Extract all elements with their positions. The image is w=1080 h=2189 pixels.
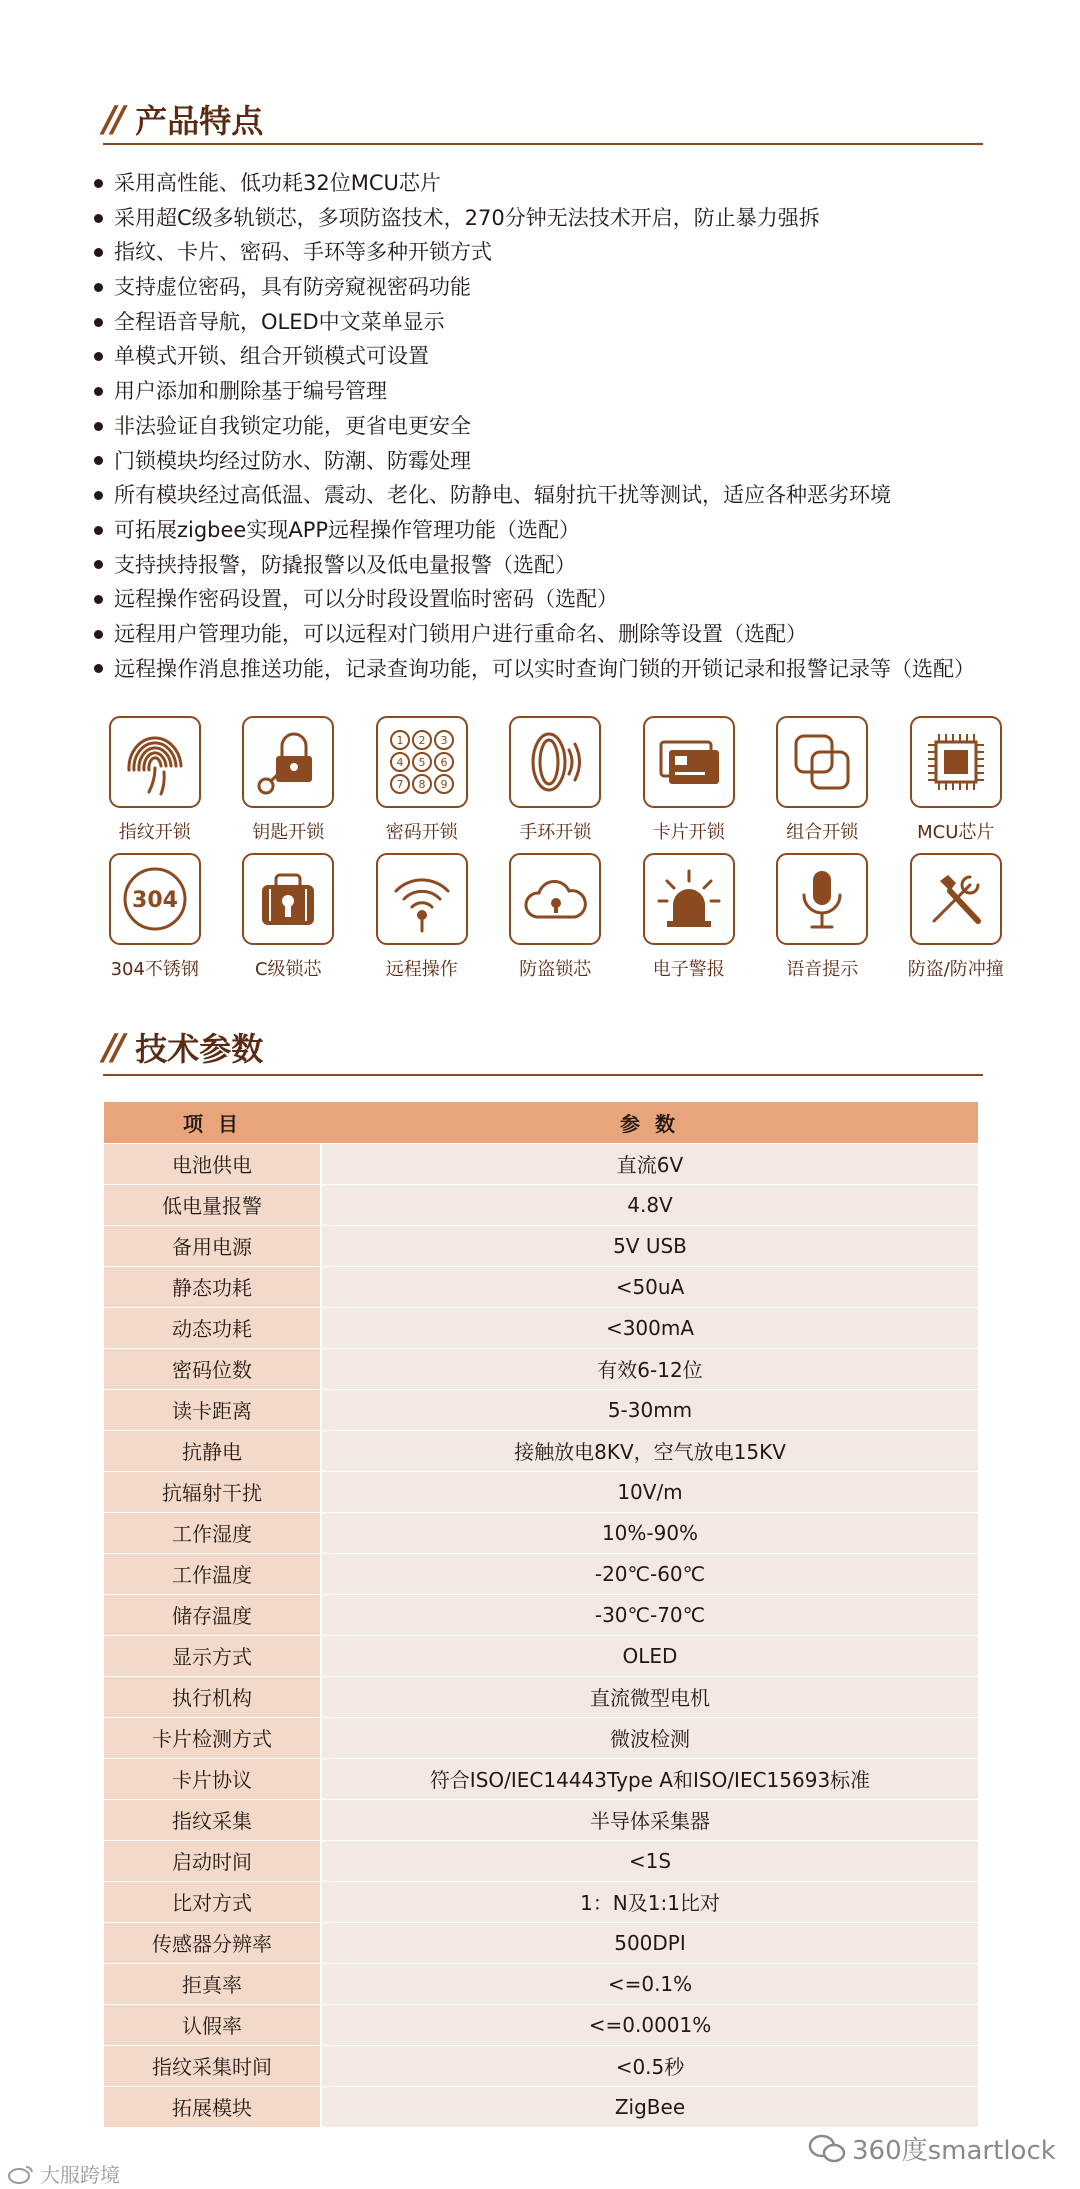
spec-value: 直流微型电机 — [321, 1676, 978, 1717]
spec-value: 5-30mm — [321, 1389, 978, 1430]
spec-item: 执行机构 — [104, 1676, 321, 1717]
table-row — [104, 2045, 978, 2086]
spec-value: <0.5秒 — [321, 2045, 978, 2086]
features-section-title — [103, 96, 263, 142]
spec-value: 半导体采集器 — [321, 1799, 978, 1840]
watermark-right-text: 360度smartlock — [852, 2136, 1056, 2166]
bullet-icon — [94, 214, 103, 223]
icon-label: C级锁芯 — [254, 959, 322, 980]
icon-label: 密码开锁 — [385, 822, 458, 843]
chip-icon — [910, 716, 1002, 808]
spec-item: 指纹采集时间 — [104, 2045, 321, 2086]
bullet-icon — [94, 422, 103, 431]
table-row — [104, 1266, 978, 1307]
table-row — [104, 1307, 978, 1348]
spec-item: 抗静电 — [104, 1430, 321, 1471]
spec-table — [104, 1102, 978, 2127]
table-row — [104, 1676, 978, 1717]
wireless-icon — [376, 853, 468, 945]
spec-value: 1：N及1:1比对 — [321, 1881, 978, 1922]
svg-text:9: 9 — [440, 778, 448, 791]
icon-label: 防盗锁芯 — [519, 959, 592, 980]
spec-item: 储存温度 — [104, 1594, 321, 1635]
spec-item: 启动时间 — [104, 1840, 321, 1881]
table-row — [104, 1922, 978, 1963]
spec-item: 拒真率 — [104, 1963, 321, 2004]
feature-item — [86, 166, 1046, 201]
feature-item — [86, 478, 1046, 513]
svg-text:2: 2 — [418, 734, 426, 747]
wechat-icon — [808, 2134, 846, 2164]
table-row — [104, 1840, 978, 1881]
feature-item — [86, 409, 1046, 444]
bullet-icon — [94, 179, 103, 188]
feature-icon-cell — [622, 853, 756, 990]
combination-icon — [776, 716, 868, 808]
spec-item: 指纹采集 — [104, 1799, 321, 1840]
feature-text: 用户添加和删除基于编号管理 — [114, 379, 387, 404]
table-row — [104, 1184, 978, 1225]
spec-item: 动态功耗 — [104, 1307, 321, 1348]
spec-value: <=0.0001% — [321, 2004, 978, 2045]
spec-item: 卡片检测方式 — [104, 1717, 321, 1758]
icon-label: 304不锈钢 — [110, 959, 199, 980]
spec-value: 接触放电8KV，空气放电15KV — [321, 1430, 978, 1471]
title-slashes: // — [103, 1026, 122, 1068]
spec-item: 低电量报警 — [104, 1184, 321, 1225]
feature-text: 门锁模块均经过防水、防潮、防霉处理 — [114, 448, 471, 473]
spec-value: -20℃-60℃ — [321, 1553, 978, 1594]
spec-value: -30℃-70℃ — [321, 1594, 978, 1635]
spec-item: 密码位数 — [104, 1348, 321, 1389]
feature-icon-cell — [622, 716, 756, 853]
table-row — [104, 1963, 978, 2004]
table-row — [104, 1430, 978, 1471]
spec-value: 5V USB — [321, 1225, 978, 1266]
table-row — [104, 1717, 978, 1758]
bullet-icon — [94, 283, 103, 292]
icon-label: 电子警报 — [652, 959, 725, 980]
feature-text: 远程操作密码设置，可以分时段设置临时密码（选配） — [114, 587, 618, 612]
feature-text: 支持虚位密码，具有防旁窥视密码功能 — [114, 275, 471, 300]
features-title: 产品特点 — [135, 102, 264, 140]
svg-text:304: 304 — [131, 888, 178, 913]
table-row — [104, 1799, 978, 1840]
features-divider — [103, 143, 983, 145]
svg-text:1: 1 — [396, 734, 404, 747]
bullet-icon — [94, 318, 103, 327]
card-icon — [643, 716, 735, 808]
feature-item — [86, 201, 1046, 236]
feature-item — [86, 617, 1046, 652]
key-icon — [242, 716, 334, 808]
feature-icon-cell — [88, 853, 222, 990]
table-row — [104, 1635, 978, 1676]
header-value: 参 数 — [321, 1102, 978, 1143]
icon-label: 语音提示 — [786, 959, 859, 980]
microphone-icon — [776, 853, 868, 945]
feature-text: 单模式开锁、组合开锁模式可设置 — [114, 344, 429, 369]
feature-item — [86, 235, 1046, 270]
spec-item: 工作温度 — [104, 1553, 321, 1594]
feature-item — [86, 339, 1046, 374]
feature-text: 远程用户管理功能，可以远程对门锁用户进行重命名、删除等设置（选配） — [114, 621, 807, 646]
bullet-icon — [94, 387, 103, 396]
table-row — [104, 1594, 978, 1635]
svg-text:3: 3 — [440, 734, 448, 747]
feature-item — [86, 305, 1046, 340]
feature-text: 所有模块经过高低温、震动、老化、防静电、辐射抗干扰等测试，适应各种恶劣环境 — [114, 483, 891, 508]
icon-label: 手环开锁 — [519, 822, 592, 843]
spec-value: <1S — [321, 1840, 978, 1881]
spec-item: 备用电源 — [104, 1225, 321, 1266]
feature-icon-cell — [355, 716, 489, 853]
table-row — [104, 1758, 978, 1799]
steel-icon — [109, 853, 201, 945]
cloud-lock-icon — [509, 853, 601, 945]
spec-item: 传感器分辨率 — [104, 1922, 321, 1963]
spec-value: 500DPI — [321, 1922, 978, 1963]
feature-text: 非法验证自我锁定功能，更省电更安全 — [114, 413, 471, 438]
table-row — [104, 1471, 978, 1512]
spec-value: 符合ISO/IEC14443Type A和ISO/IEC15693标准 — [321, 1758, 978, 1799]
watermark-left — [8, 2159, 120, 2188]
spec-item: 显示方式 — [104, 1635, 321, 1676]
spec-value: <=0.1% — [321, 1963, 978, 2004]
svg-text:7: 7 — [396, 778, 404, 791]
spec-value: 直流6V — [321, 1143, 978, 1184]
icon-label: 防盗/防冲撞 — [907, 959, 1004, 980]
spec-item: 拓展模块 — [104, 2086, 321, 2127]
spec-value: 10%-90% — [321, 1512, 978, 1553]
icon-label: 卡片开锁 — [652, 822, 725, 843]
tools-icon — [910, 853, 1002, 945]
feature-text: 采用高性能、低功耗32位MCU芯片 — [114, 171, 441, 195]
spec-value: <300mA — [321, 1307, 978, 1348]
spec-item: 认假率 — [104, 2004, 321, 2045]
table-row — [104, 1389, 978, 1430]
bullet-icon — [94, 664, 103, 673]
spec-item: 电池供电 — [104, 1143, 321, 1184]
spec-item: 卡片协议 — [104, 1758, 321, 1799]
feature-item — [86, 582, 1046, 617]
feature-icon-cell — [222, 716, 356, 853]
title-slashes: // — [103, 98, 122, 140]
icon-label: MCU芯片 — [917, 822, 995, 843]
spec-item: 工作湿度 — [104, 1512, 321, 1553]
table-row — [104, 1225, 978, 1266]
bullet-icon — [94, 526, 103, 535]
spec-table-header — [104, 1102, 978, 1143]
svg-text:6: 6 — [440, 756, 448, 769]
feature-text: 可拓展zigbee实现APP远程操作管理功能（选配） — [114, 517, 581, 542]
lock-core-icon — [242, 853, 334, 945]
bullet-icon — [94, 630, 103, 639]
spec-value: 10V/m — [321, 1471, 978, 1512]
spec-value: OLED — [321, 1635, 978, 1676]
keypad-icon — [376, 716, 468, 808]
spec-value: 有效6-12位 — [321, 1348, 978, 1389]
feature-icon-cell — [889, 716, 1023, 853]
feature-item — [86, 513, 1046, 548]
feature-item — [86, 270, 1046, 305]
alarm-icon — [643, 853, 735, 945]
icon-label: 远程操作 — [385, 959, 458, 980]
feature-icon-cell — [88, 716, 222, 853]
feature-list — [86, 166, 1046, 686]
spec-item: 读卡距离 — [104, 1389, 321, 1430]
bullet-icon — [94, 595, 103, 604]
feature-icon-cell — [756, 716, 890, 853]
icon-label: 指纹开锁 — [118, 822, 191, 843]
bullet-icon — [94, 248, 103, 257]
spec-value: ZigBee — [321, 2086, 978, 2127]
feature-icon-cell — [355, 853, 489, 990]
table-row — [104, 2086, 978, 2127]
spec-item: 抗辐射干扰 — [104, 1471, 321, 1512]
bullet-icon — [94, 456, 103, 465]
feature-icon-cell — [489, 716, 623, 853]
fingerprint-icon — [109, 716, 201, 808]
watermark-right — [808, 2130, 1056, 2167]
feature-icon-cell — [756, 853, 890, 990]
bullet-icon — [94, 560, 103, 569]
header-item: 项 目 — [104, 1102, 321, 1143]
watermark-left-text: 大服跨境 — [40, 2163, 120, 2187]
feature-icon-grid — [88, 716, 1004, 990]
feature-item — [86, 444, 1046, 479]
spec-section-title — [103, 1024, 263, 1070]
feature-text: 全程语音导航，OLED中文菜单显示 — [114, 309, 445, 334]
table-row — [104, 1553, 978, 1594]
spec-item: 比对方式 — [104, 1881, 321, 1922]
feature-text: 远程操作消息推送功能，记录查询功能，可以实时查询门锁的开锁记录和报警记录等（选配） — [114, 656, 975, 681]
table-row — [104, 1512, 978, 1553]
spec-title: 技术参数 — [135, 1030, 264, 1068]
table-row — [104, 2004, 978, 2045]
svg-text:8: 8 — [418, 778, 426, 791]
svg-text:4: 4 — [396, 756, 404, 769]
feature-icon-cell — [222, 853, 356, 990]
table-row — [104, 1348, 978, 1389]
icon-label: 钥匙开锁 — [252, 822, 325, 843]
feature-item — [86, 374, 1046, 409]
feature-item — [86, 652, 1046, 687]
feature-icon-cell — [489, 853, 623, 990]
spec-value: 微波检测 — [321, 1717, 978, 1758]
feature-text: 采用超C级多轨锁芯，多项防盗技术，270分钟无法技术开启，防止暴力强拆 — [114, 205, 820, 230]
table-row — [104, 1881, 978, 1922]
feature-text: 指纹、卡片、密码、手环等多种开锁方式 — [114, 240, 492, 265]
spec-value: 4.8V — [321, 1184, 978, 1225]
table-row — [104, 1143, 978, 1184]
spec-value: <50uA — [321, 1266, 978, 1307]
wristband-icon — [509, 716, 601, 808]
icon-label: 组合开锁 — [786, 822, 859, 843]
bullet-icon — [94, 491, 103, 500]
spec-item: 静态功耗 — [104, 1266, 321, 1307]
bullet-icon — [94, 352, 103, 361]
feature-item — [86, 548, 1046, 583]
weibo-icon — [8, 2164, 34, 2184]
svg-text:5: 5 — [418, 756, 426, 769]
spec-divider — [103, 1074, 983, 1076]
feature-text: 支持挟持报警，防撬报警以及低电量报警（选配） — [114, 552, 576, 577]
feature-icon-cell — [889, 853, 1023, 990]
